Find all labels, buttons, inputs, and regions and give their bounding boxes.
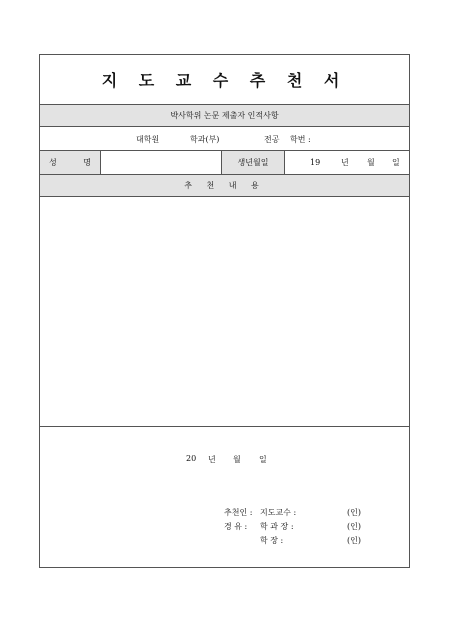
dean-seal[interactable]: (인): [347, 536, 361, 545]
subtitle-row: [40, 105, 409, 127]
department-row[interactable]: [40, 127, 409, 151]
form-subtitle: 박사학위 논문 제출자 인적사항: [170, 111, 279, 120]
name-birth-row: [40, 151, 409, 175]
recommender-seal[interactable]: (인): [347, 508, 361, 517]
name-field[interactable]: [101, 151, 222, 174]
birth-label-cell: [222, 151, 285, 174]
birth-date-field[interactable]: [285, 151, 409, 174]
recommendation-form: [39, 54, 410, 568]
recommender-prefix: 추천인 :: [224, 508, 253, 517]
birth-year: 19: [310, 158, 321, 167]
form-title: 지 도 교 수 추 천 서: [101, 71, 348, 90]
student-id-label: 학번 :: [290, 135, 311, 144]
via-seal[interactable]: (인): [347, 522, 361, 531]
birth-day-unit: 일: [392, 158, 400, 167]
via-prefix: 경 유 :: [224, 522, 248, 531]
date-year-unit: 년: [208, 455, 216, 464]
graduate-school-label: 대학원: [136, 135, 160, 144]
date-day-unit: 일: [259, 455, 267, 464]
department-label: 학과(부): [190, 135, 220, 144]
title-row: [40, 55, 409, 105]
major-label: 전공: [264, 135, 280, 144]
signature-section: [40, 427, 409, 567]
date-month-unit: 월: [233, 455, 241, 464]
birth-label: 생년월일: [237, 158, 269, 167]
name-label: 성 명: [49, 158, 103, 167]
dean-role: 학 장 :: [260, 536, 284, 545]
content-heading: 추 천 내 용: [184, 181, 265, 190]
recommender-role: 지도교수 :: [260, 508, 297, 517]
date-year: 20: [186, 454, 197, 463]
birth-year-unit: 년: [341, 158, 349, 167]
birth-month-unit: 월: [367, 158, 375, 167]
content-heading-row: [40, 175, 409, 197]
via-role: 학 과 장 :: [260, 522, 294, 531]
recommendation-content-area[interactable]: [40, 197, 409, 427]
name-label-cell: [40, 151, 101, 174]
